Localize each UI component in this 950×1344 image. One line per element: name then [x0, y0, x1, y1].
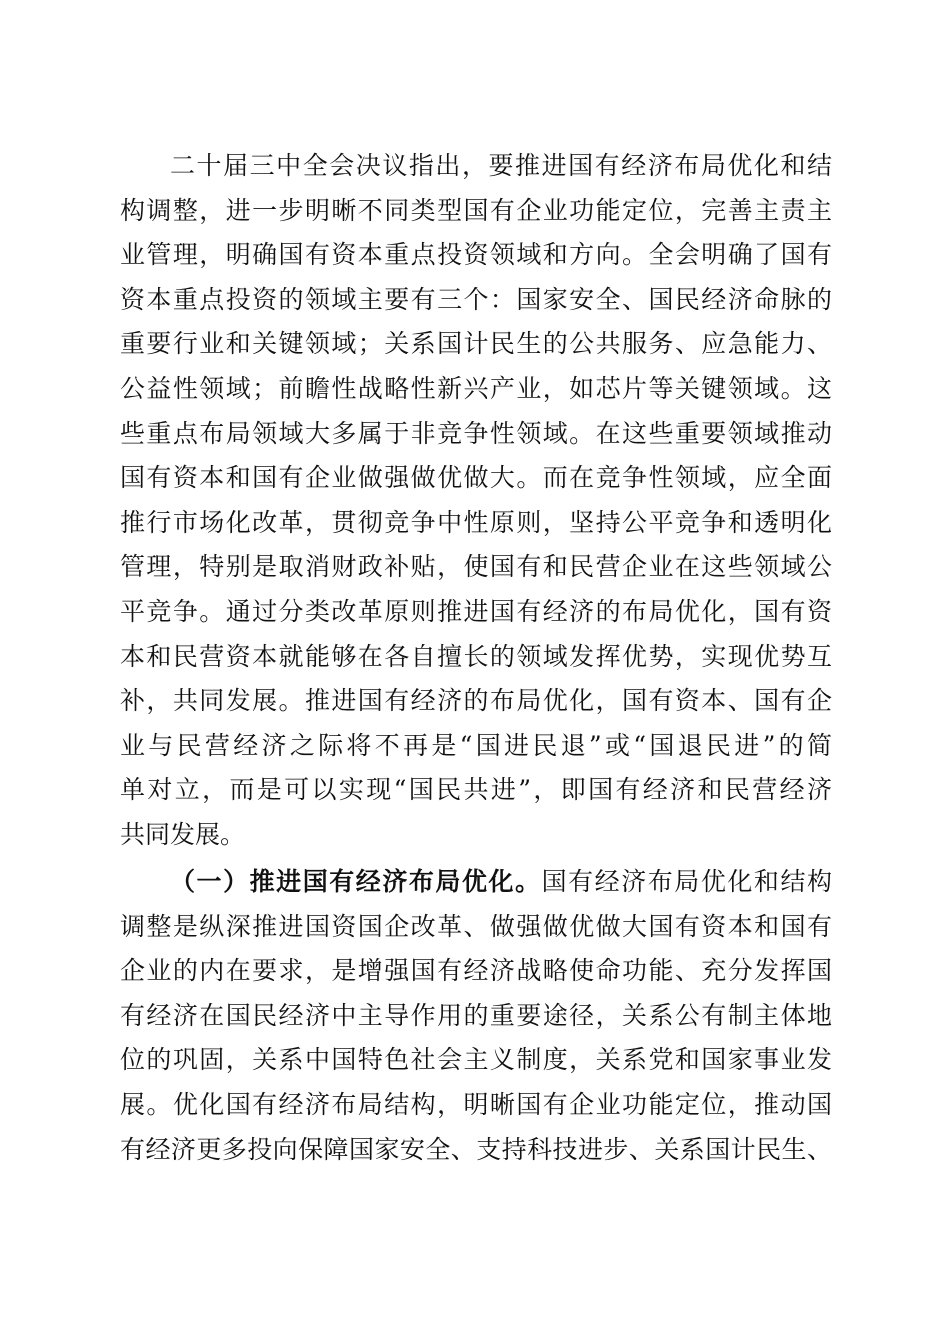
text-line: 有经济更多投向保障国家安全、支持科技进步、关系国计民生、	[120, 1134, 832, 1164]
text-line: 构调整，进一步明晰不同类型国有企业功能定位，完善主责主	[120, 195, 832, 225]
text-line: 业管理，明确国有资本重点投资领域和方向。全会明确了国有	[120, 240, 832, 270]
text-line: 推行市场化改革，贯彻竞争中性原则，坚持公平竞争和透明化	[120, 507, 832, 537]
text-line: 些重点布局领域大多属于非竞争性领域。在这些重要领域推动	[120, 418, 832, 448]
text-line: 共同发展。	[120, 819, 246, 849]
text-line: 重要行业和关键领域；关系国计民生的公共服务、应急能力、	[120, 329, 832, 359]
heading-line-rest: 国有经济布局优化和结构	[541, 867, 832, 896]
text-line: 业与民营经济之际将不再是“国进民退”或“国退民进”的简	[120, 730, 832, 760]
text-line: 调整是纵深推进国资国企改革、做强做优做大国有资本和国有	[120, 911, 832, 941]
text-line-with-heading	[120, 860, 832, 905]
text-line: 企业的内在要求，是增强国有经济战略使命功能、充分发挥国	[120, 956, 832, 986]
text-line: 展。优化国有经济布局结构，明晰国有企业功能定位，推动国	[120, 1089, 832, 1119]
text-line: 管理，特别是取消财政补贴，使国有和民营企业在这些领域公	[120, 552, 832, 582]
text-line: 位的巩固，关系中国特色社会主义制度，关系党和国家事业发	[120, 1045, 832, 1075]
text-line: 单对立，而是可以实现“国民共进”，即国有经济和民营经济	[120, 775, 832, 805]
text-line: 有经济在国民经济中主导作用的重要途径，关系公有制主体地	[120, 1000, 832, 1030]
text-line: 本和民营资本就能够在各自擅长的领域发挥优势，实现优势互	[120, 641, 832, 671]
paragraph-1	[120, 144, 832, 858]
text-line: 补，共同发展。推进国有经济的布局优化，国有资本、国有企	[120, 686, 832, 716]
text-line: 资本重点投资的领域主要有三个：国家安全、国民经济命脉的	[120, 284, 832, 314]
text-line: 国有资本和国有企业做强做优做大。而在竞争性领域，应全面	[120, 463, 832, 493]
text-line: 平竞争。通过分类改革原则推进国有经济的布局优化，国有资	[120, 596, 832, 626]
paragraph-2	[120, 860, 832, 1172]
text-line: 二十届三中全会决议指出，要推进国有经济布局优化和结	[170, 151, 832, 180]
section-heading: （一）推进国有经济布局优化。	[170, 867, 542, 896]
text-line: 公益性领域；前瞻性战略性新兴产业，如芯片等关键领域。这	[120, 373, 832, 403]
